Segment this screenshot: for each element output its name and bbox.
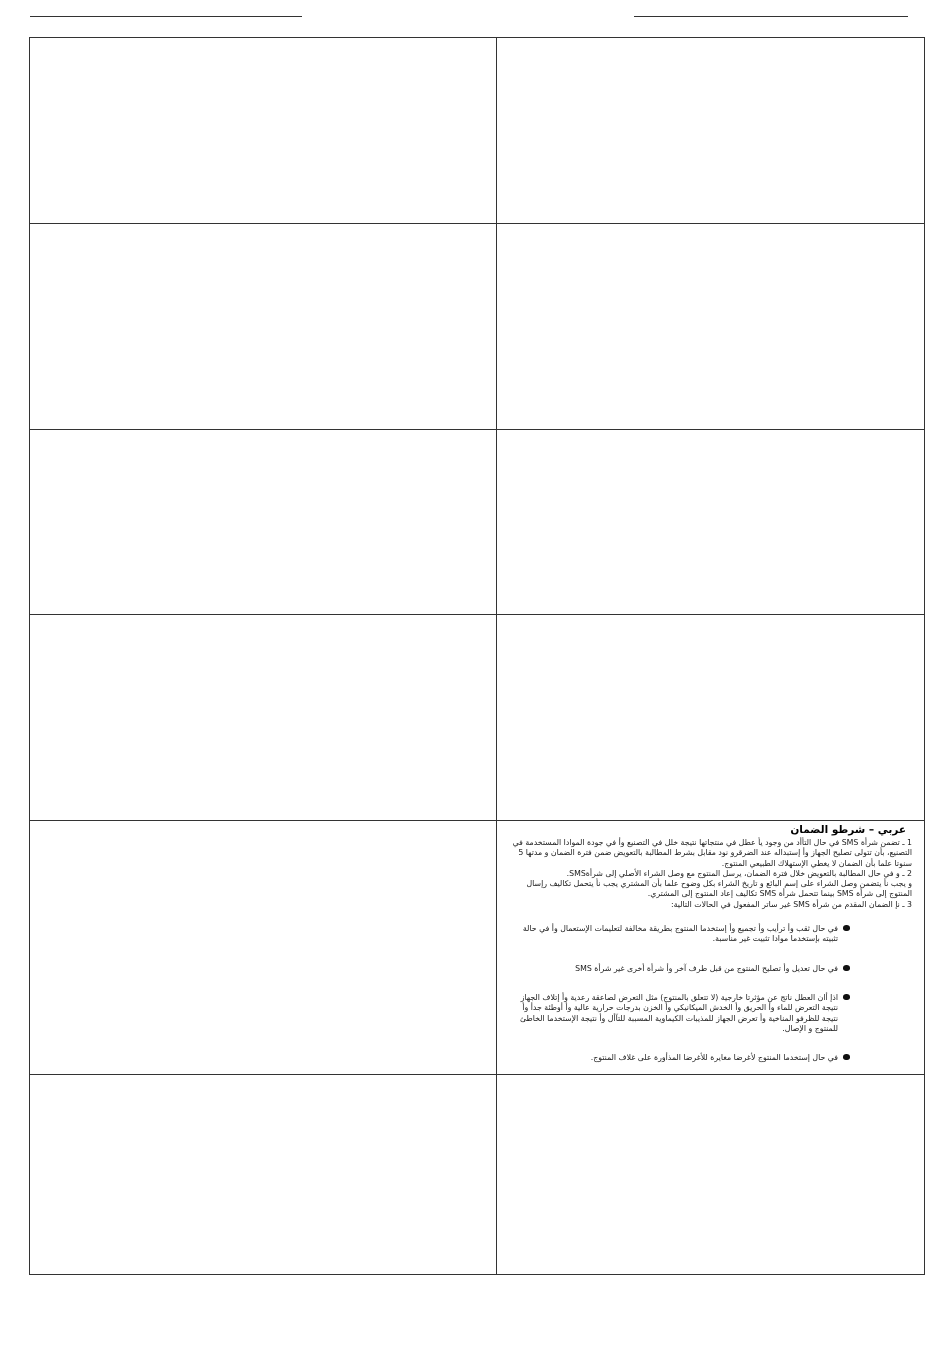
grid-row-5 — [30, 821, 924, 1075]
warranty-cell — [497, 821, 924, 1074]
grid-cell-2-right — [497, 224, 924, 429]
list-item-text: اذإ أان العطل ناتج عن مؤثرتا خارجية (لا تتعلق بالمنتوج) مثل التعرض لصاعقة رعدية وأ إتلاف الجهاز نتيجة التعرض للماء وأ الحريق وأ الخدش الميكانيكي وأ الخزن بدرجات حرارية عالية وأ أوطئة جدأ وأ نتيجة للظرفو المناخية وأ تعرض الجهاز للمذيبات الكيماوية المسببة للتآأل وأ نتيجة الإستخدما الخاطئ للمنتوج و الإصال. — [519, 992, 838, 1033]
grid-cell-4-left — [30, 615, 497, 820]
list-item — [511, 1053, 850, 1063]
warranty-paragraph-1: 1 ـ تضمن شرأة SMS في حال التأأد من وجود يأ عطل في منتجاتها نتيجة خلل في التصنيع وأ في جودة الموادا المستخدمة في التصنيع، بأن تتولى تصليح الجهاز وأ إستبداله عند الضرقرو نود مقابل بشرط المطالبة بالتعويض ضمن فترة الضمان و مدتها 5 سنوتا علما بأن الضمان لا يغطي الإستهلاك الطبيعي المنتوج. — [512, 838, 912, 868]
grid-row-6 — [30, 1075, 924, 1274]
grid-cell-3-left — [30, 430, 497, 614]
header-rule-left — [30, 16, 302, 17]
warranty-exclusions-list — [511, 924, 912, 1063]
list-item-text: في حال إستخدما المنتوج لأغرضا مغايرة للأغرضا المذأورة على غلاف المنتوج. — [590, 1053, 838, 1063]
grid-row-2 — [30, 224, 924, 430]
grid-cell-1-right — [497, 38, 924, 223]
list-item — [511, 993, 850, 1034]
document-grid — [29, 37, 925, 1275]
grid-cell-6-left — [30, 1075, 497, 1274]
grid-row-1 — [30, 38, 924, 224]
grid-cell-6-right — [497, 1075, 924, 1274]
grid-cell-5-left — [30, 821, 497, 1074]
list-item-text: في حال تعديل وأ تصليح المنتوج من قبل طرف آخر وأ شرأة أخرى غير شرأة SMS — [575, 963, 838, 973]
warranty-title: عربي – شرطو الضمان — [790, 824, 906, 836]
bullet-icon — [843, 1054, 850, 1060]
grid-row-4 — [30, 615, 924, 821]
grid-cell-2-left — [30, 224, 497, 429]
bullet-icon — [843, 994, 850, 1000]
list-item-text: في حال ثقب وأ ترأيب وأ تجميع وأ إستخدما المنتوج بطريقة مخالفة لتعليمات الإستعمال وأ في حالة تثبيته بإستخدما موادا تثبيت غير مناسبة. — [522, 924, 838, 944]
grid-cell-1-left — [30, 38, 497, 223]
warranty-text — [497, 821, 924, 1063]
bullet-icon — [843, 925, 850, 931]
grid-cell-4-right — [497, 615, 924, 820]
warranty-paragraph-3: و يجب نأ يتضمن وصل الشراء على إسم البائع و تاريخ الشراء بكل وضوح علما بأن المشتري يجب نأ يتحمل تكاليف رإسال المنتوج إلى شرأة SMS بينما تتحمل شرأة SMS تكاليف إعاد المنتوج إلى المشتري. — [526, 879, 912, 899]
warranty-paragraph-4: 3 ـ نإ الضمان المقدم من شرأة SMS غير ساتر المفعول في الحالات التالية: — [670, 899, 912, 909]
warranty-paragraph-2: 2 ـ و في حال المطالبة بالتعويض خلال فترة الضمان، يرسل المنتوج مع وصل الشراء الأصلي إلى شرأةSMS. — [566, 868, 912, 878]
list-item — [511, 924, 850, 945]
list-item — [511, 964, 850, 974]
bullet-icon — [843, 965, 850, 971]
header-rule-right — [634, 16, 908, 17]
grid-row-3 — [30, 430, 924, 615]
grid-cell-3-right — [497, 430, 924, 614]
